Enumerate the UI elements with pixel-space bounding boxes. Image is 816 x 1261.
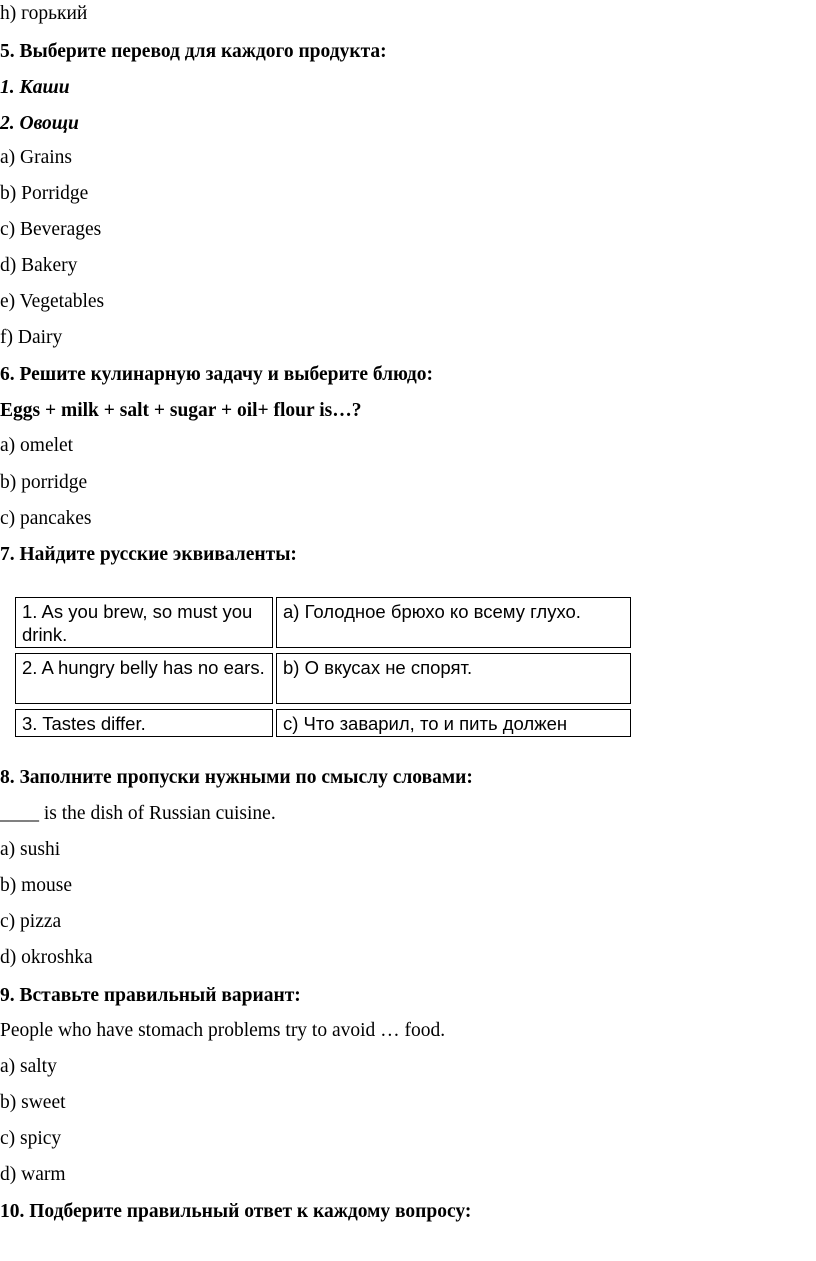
table-row xyxy=(15,597,631,648)
table-row xyxy=(15,709,631,737)
proverbs-match-table xyxy=(12,592,634,742)
question-7-title: 7. Найдите русские эквиваленты: xyxy=(0,544,297,565)
question-9-title: 9. Вставьте правильный вариант: xyxy=(0,985,301,1006)
q5-option-f: f) Dairy xyxy=(0,327,63,348)
q9-option-d: d) warm xyxy=(0,1164,66,1185)
q6-prompt: Eggs + milk + salt + sugar + oil+ flour is…? xyxy=(0,400,362,421)
q9-option-b: b) sweet xyxy=(0,1092,66,1113)
proverb-english: 1. As you brew, so must you drink. xyxy=(15,597,273,648)
q5-option-a: a) Grains xyxy=(0,147,73,168)
q9-option-a: a) salty xyxy=(0,1056,57,1077)
q8-prompt: ____ is the dish of Russian cuisine. xyxy=(0,803,276,824)
question-5-title: 5. Выберите перевод для каждого продукта: xyxy=(0,41,387,62)
q5-option-b: b) Porridge xyxy=(0,183,89,204)
q6-option-b: b) porridge xyxy=(0,472,88,493)
q5-item-2: 2. Овощи xyxy=(0,113,79,134)
q8-option-d: d) okroshka xyxy=(0,947,93,968)
q8-option-c: c) pizza xyxy=(0,911,62,932)
question-8-title: 8. Заполните пропуски нужными по смыслу словами: xyxy=(0,767,473,788)
q8-option-a: a) sushi xyxy=(0,839,61,860)
option-h-bitter: h) горький xyxy=(0,3,88,24)
proverb-russian: c) Что заварил, то и пить должен xyxy=(276,709,631,737)
q5-option-e: e) Vegetables xyxy=(0,291,105,312)
q6-option-c: c) pancakes xyxy=(0,508,92,529)
proverb-english: 2. A hungry belly has no ears. xyxy=(15,653,273,704)
proverb-english: 3. Tastes differ. xyxy=(15,709,273,737)
q8-option-b: b) mouse xyxy=(0,875,73,896)
q5-item-1: 1. Каши xyxy=(0,77,70,98)
proverb-russian: b) О вкусах не спорят. xyxy=(276,653,631,704)
q6-option-a: a) omelet xyxy=(0,435,74,456)
q9-option-c: c) spicy xyxy=(0,1128,62,1149)
proverb-russian: a) Голодное брюхо ко всему глухо. xyxy=(276,597,631,648)
question-10-title: 10. Подберите правильный ответ к каждому вопросу: xyxy=(0,1201,472,1222)
q5-option-d: d) Bakery xyxy=(0,255,78,276)
q9-prompt: People who have stomach problems try to avoid … food. xyxy=(0,1020,446,1041)
table-row xyxy=(15,653,631,704)
q5-option-c: c) Beverages xyxy=(0,219,102,240)
question-6-title: 6. Решите кулинарную задачу и выберите блюдо: xyxy=(0,364,433,385)
